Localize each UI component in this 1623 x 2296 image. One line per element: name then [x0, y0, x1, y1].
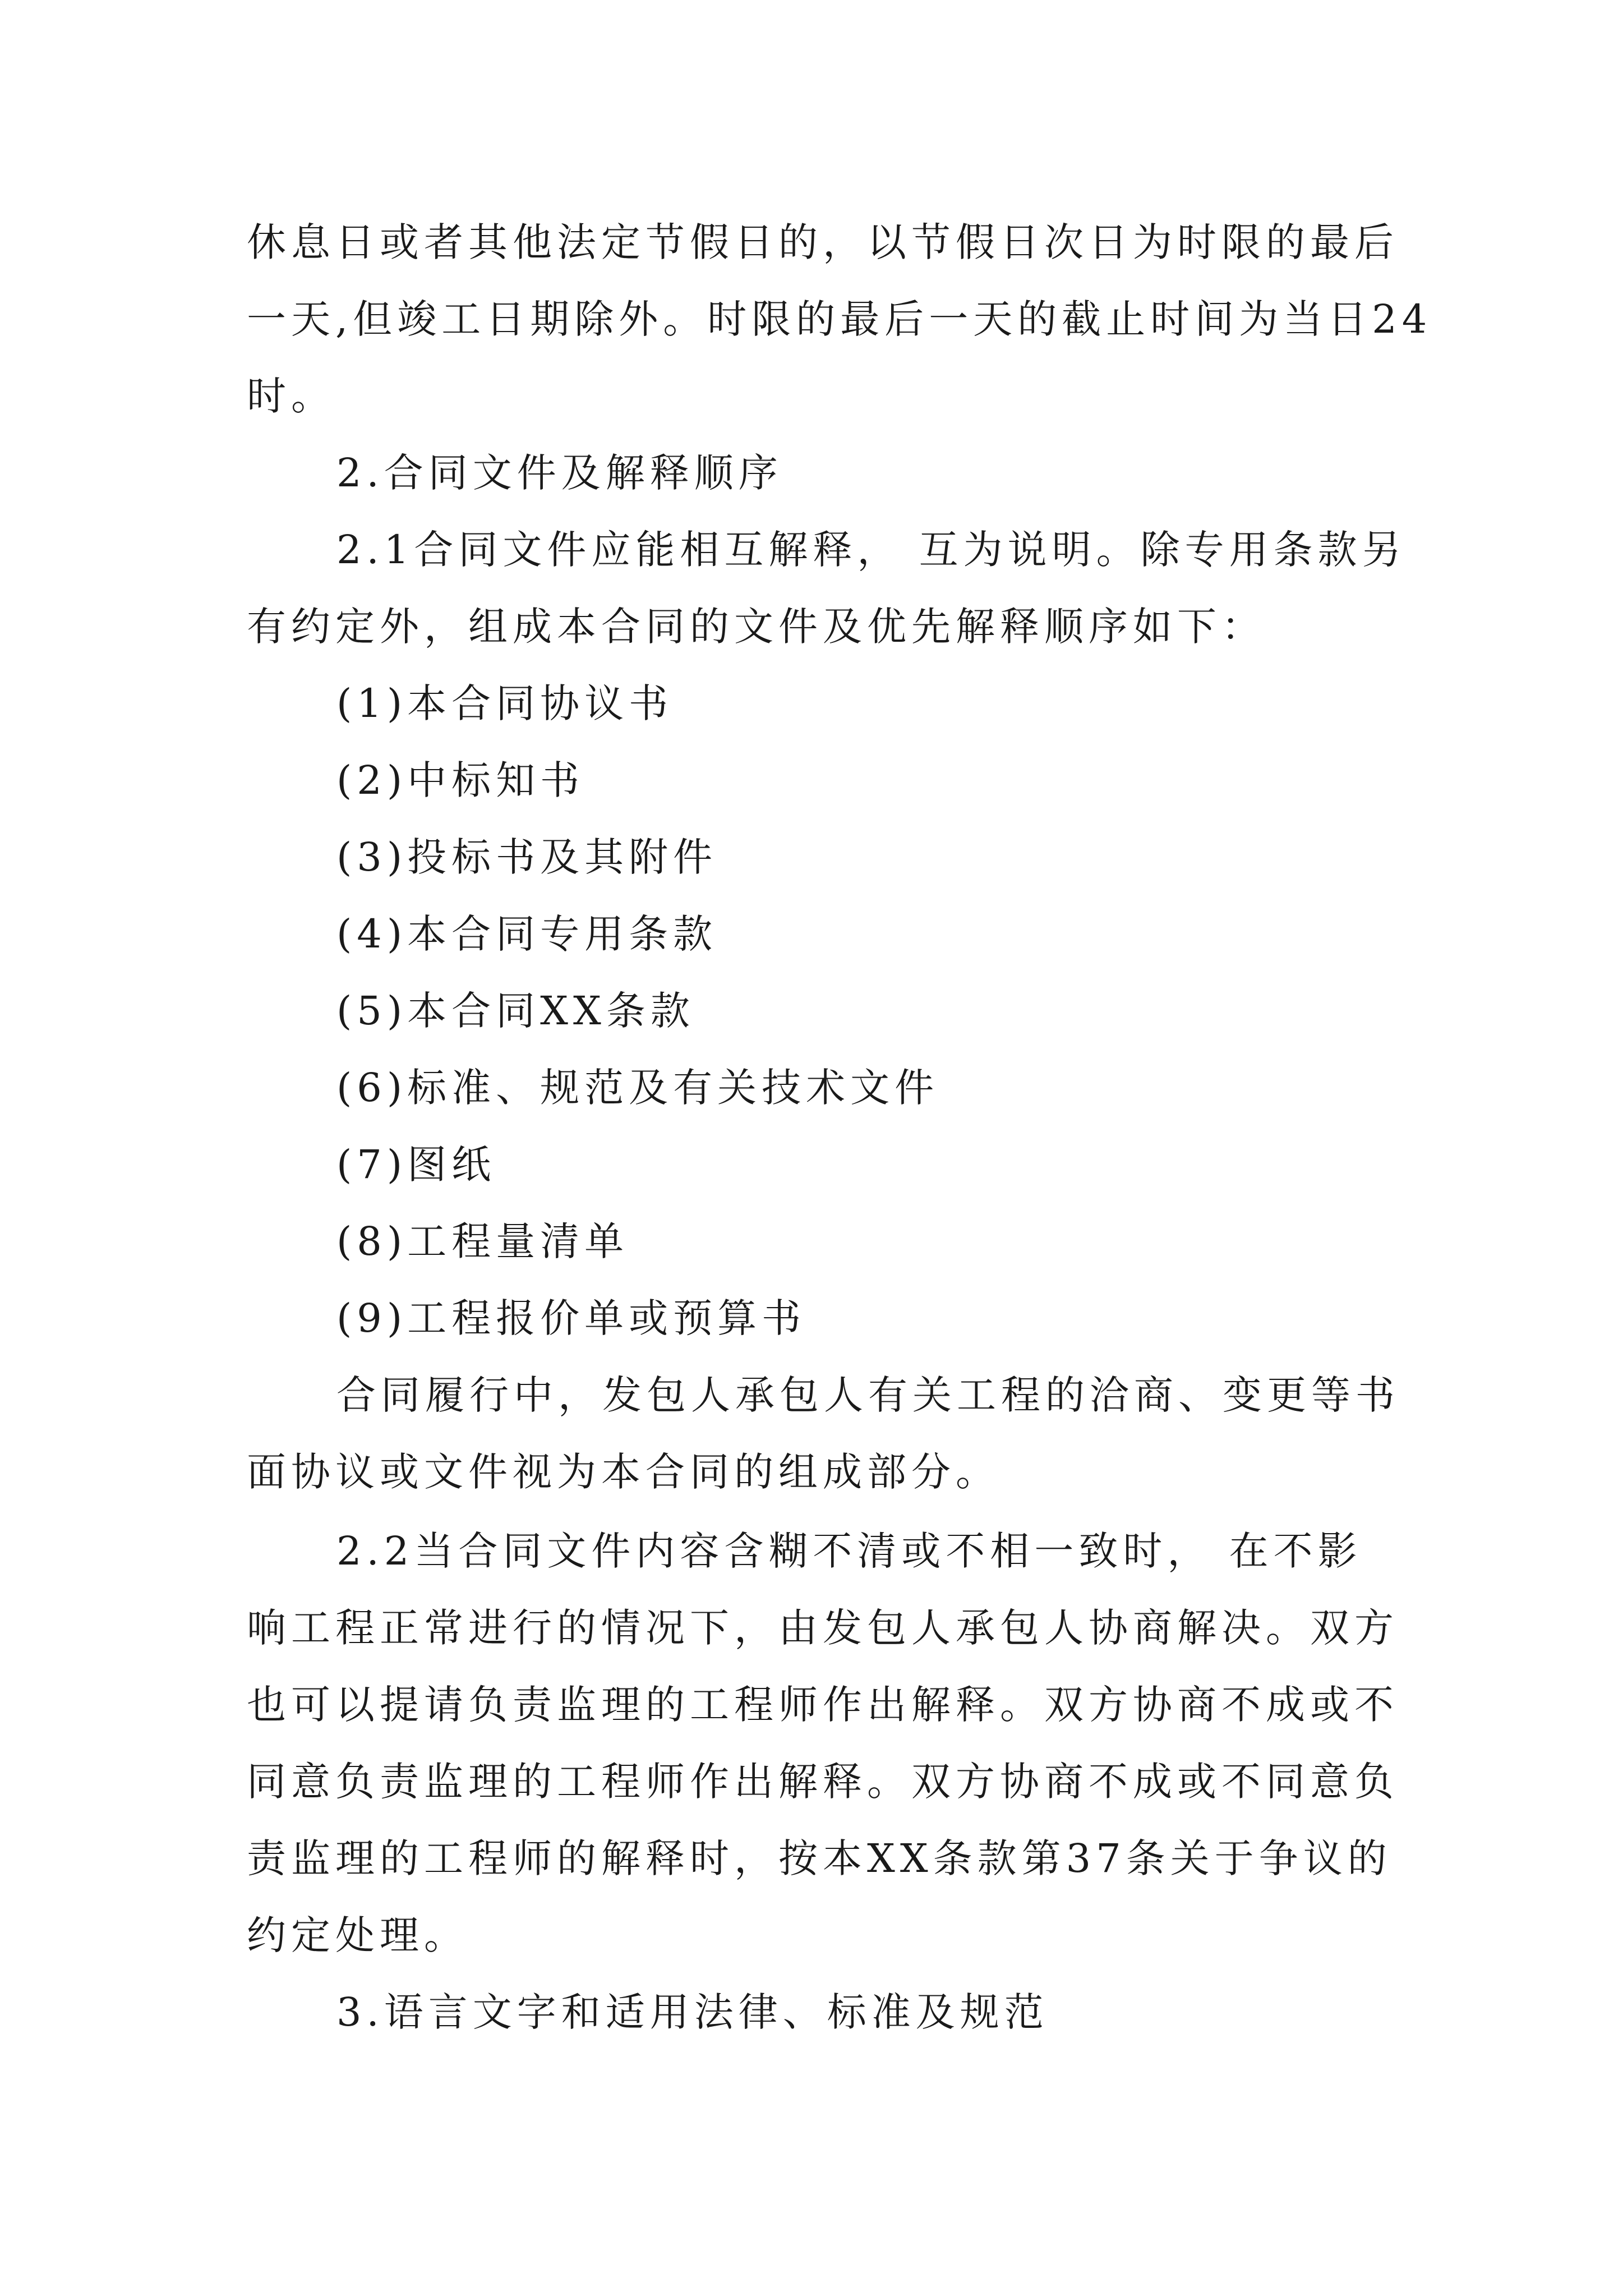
list-item: (4)本合同专用条款	[336, 911, 718, 957]
list-item: (6)标准、规范及有关技术文件	[336, 1065, 939, 1111]
list-item: (3)投标书及其附件	[336, 834, 718, 880]
paragraph-line: 时。	[247, 373, 335, 419]
clause-line: 2.2当合同文件内容含糊不清或不相一致时， 在不影	[336, 1528, 1362, 1574]
list-item: (9)工程报价单或预算书	[336, 1295, 806, 1341]
paragraph-line: 约定处理。	[247, 1912, 468, 1958]
clause-line: 2.1合同文件应能相互解释， 互为说明。除专用条款另	[336, 527, 1407, 573]
paragraph-line: 有约定外，组成本合同的文件及优先解释顺序如下：	[247, 604, 1266, 650]
paragraph-line: 合同履行中，发包人承包人有关工程的洽商、变更等书	[336, 1372, 1400, 1418]
list-item: (7)图纸	[336, 1142, 496, 1188]
paragraph-line: 休息日或者其他法定节假日的，以节假日次日为时限的最后	[247, 219, 1399, 265]
paragraph-line: 责监理的工程师的解释时，按本XX条款第37条关于争议的	[247, 1835, 1392, 1881]
paragraph-line: 响工程正常进行的情况下，由发包人承包人协商解决。双方	[247, 1605, 1399, 1651]
list-item: (2)中标知书	[336, 757, 585, 803]
paragraph-line: 一天,但竣工日期除外。时限的最后一天的截止时间为当日24	[247, 296, 1432, 342]
section-heading: 3.语言文字和适用法律、标准及规范	[336, 1989, 1049, 2035]
section-heading: 2.合同文件及解释顺序	[336, 450, 783, 496]
list-item: (5)本合同XX条款	[336, 988, 695, 1034]
list-item: (8)工程量清单	[336, 1218, 629, 1264]
paragraph-line: 面协议或文件视为本合同的组成部分。	[247, 1449, 1000, 1495]
paragraph-line: 也可以提请负责监理的工程师作出解释。双方协商不成或不	[247, 1682, 1399, 1728]
paragraph-line: 同意负责监理的工程师作出解释。双方协商不成或不同意负	[247, 1759, 1399, 1805]
list-item: (1)本合同协议书	[336, 680, 674, 726]
